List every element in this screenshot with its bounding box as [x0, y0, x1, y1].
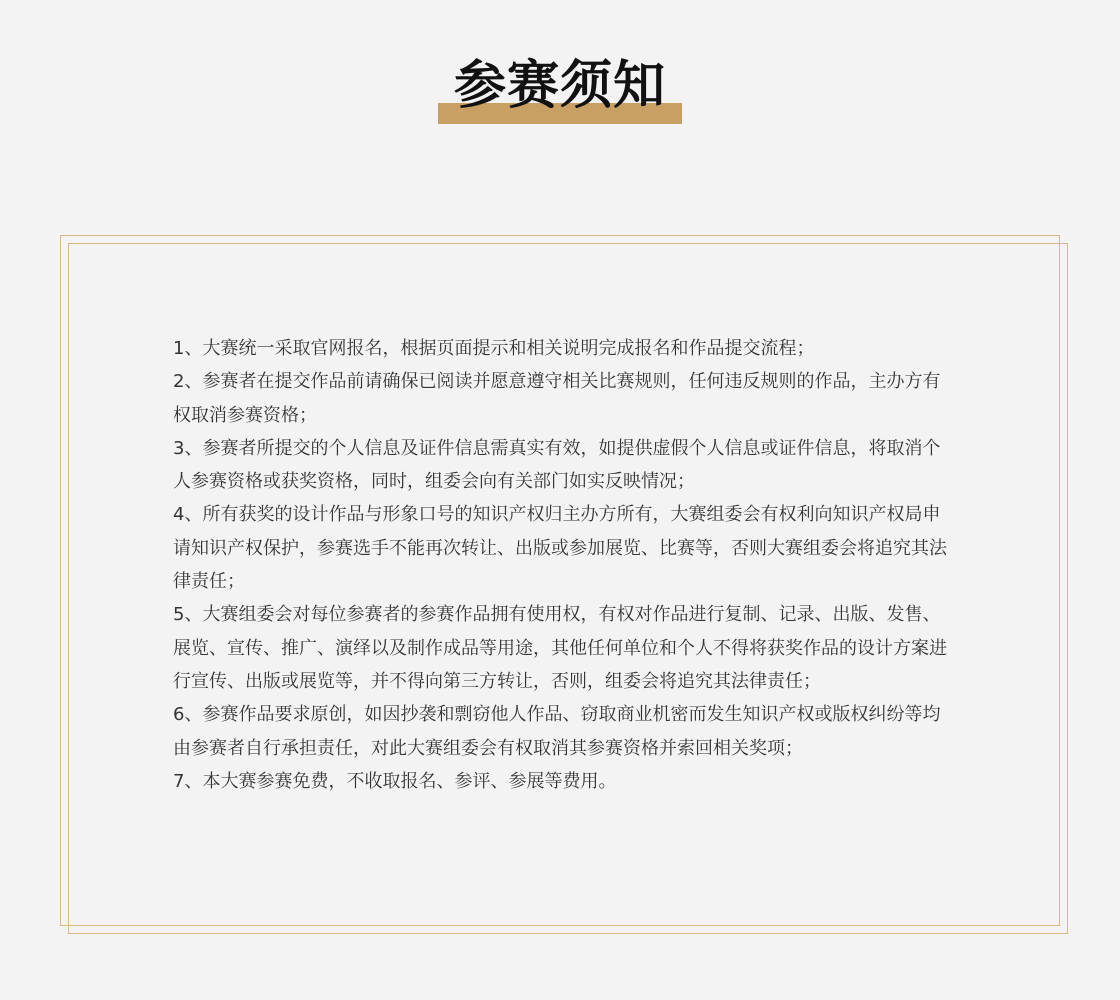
page-title: 参赛须知 [453, 56, 666, 116]
rules-list [173, 332, 953, 798]
rule-item-3: 3、参赛者所提交的个人信息及证件信息需真实有效，如提供虚假个人信息或证件信息，将取消个人参赛资格或获奖资格，同时，组委会向有关部门如实反映情况； [173, 437, 941, 493]
title-section [0, 0, 1120, 130]
rule-item-7: 7、本大赛参赛免费，不收取报名、参评、参展等费用。 [173, 770, 617, 792]
rule-item-5: 5、大赛组委会对每位参赛者的参赛作品拥有使用权，有权对作品进行复制、记录、出版、发售、展览、宣传、推广、演绎以及制作成品等用途，其他任何单位和个人不得将获奖作品的设计方案进行宣传、出版或展览等，并不得向第三方转让，否则，组委会将追究其法律责任； [173, 604, 947, 692]
rule-item-6: 6、参赛作品要求原创，如因抄袭和剽窃他人作品、窃取商业机密而发生知识产权或版权纠纷等均由参赛者自行承担责任，对此大赛组委会有权取消其参赛资格并索回相关奖项； [173, 704, 941, 759]
rule-item-2: 2、参赛者在提交作品前请确保已阅读并愿意遵守相关比赛规则，任何违反规则的作品，主办方有权取消参赛资格； [173, 371, 941, 426]
rule-item-4: 4、所有获奖的设计作品与形象口号的知识产权归主办方所有，大赛组委会有权利向知识产权局申请知识产权保护，参赛选手不能再次转让、出版或参加展览、比赛等，否则大赛组委会将追究其法律责任； [173, 504, 947, 593]
rule-item-1: 1、大赛统一采取官网报名，根据页面提示和相关说明完成报名和作品提交流程； [173, 338, 815, 359]
